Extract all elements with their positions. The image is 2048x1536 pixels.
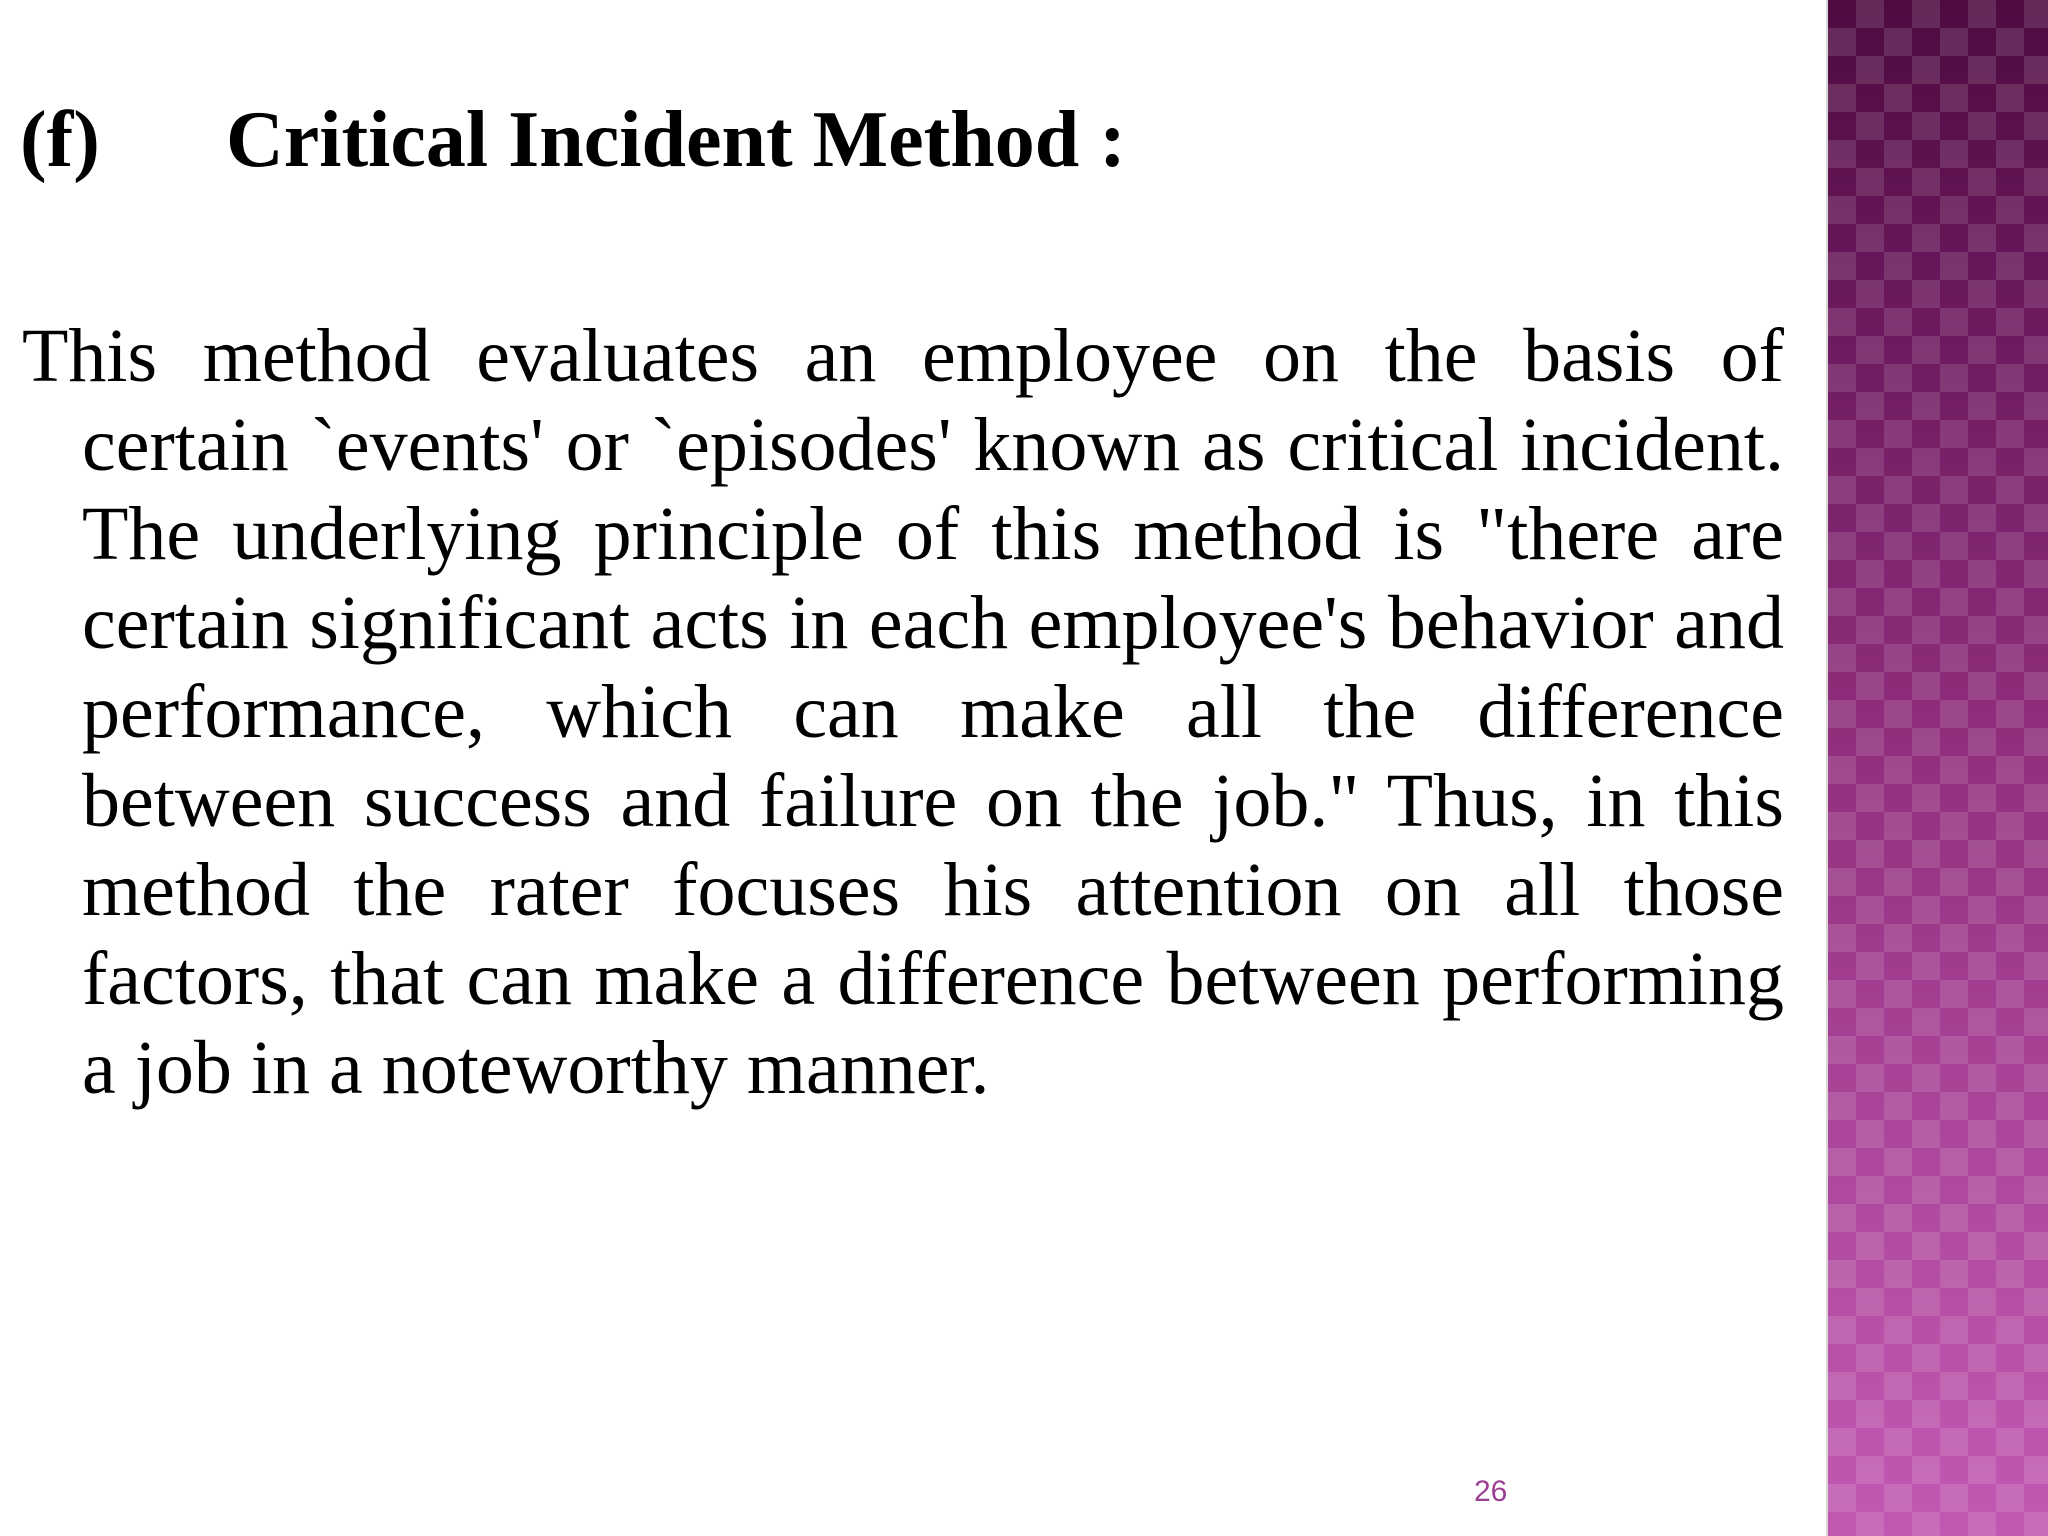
decorative-side-band [1826,0,2048,1536]
side-band-pattern [1828,0,2048,1536]
body-paragraph: This method evaluates an employee on the basis of certain `events' or `episodes' known as critical incident. The underlying principle of this method is "there are certain significant acts in each employee's behavior and performance, which can make all the difference between success and failure on the job." Thus, in this method the rater focuses his attention on all those factors, that can make a difference between performing a job in a noteworthy manner. [22,314,1784,1110]
heading-title: Critical Incident Method : [226,96,1126,184]
slide-heading [20,92,1126,188]
page-number: 26 [1474,1475,1508,1508]
heading-label: (f) [20,96,100,184]
